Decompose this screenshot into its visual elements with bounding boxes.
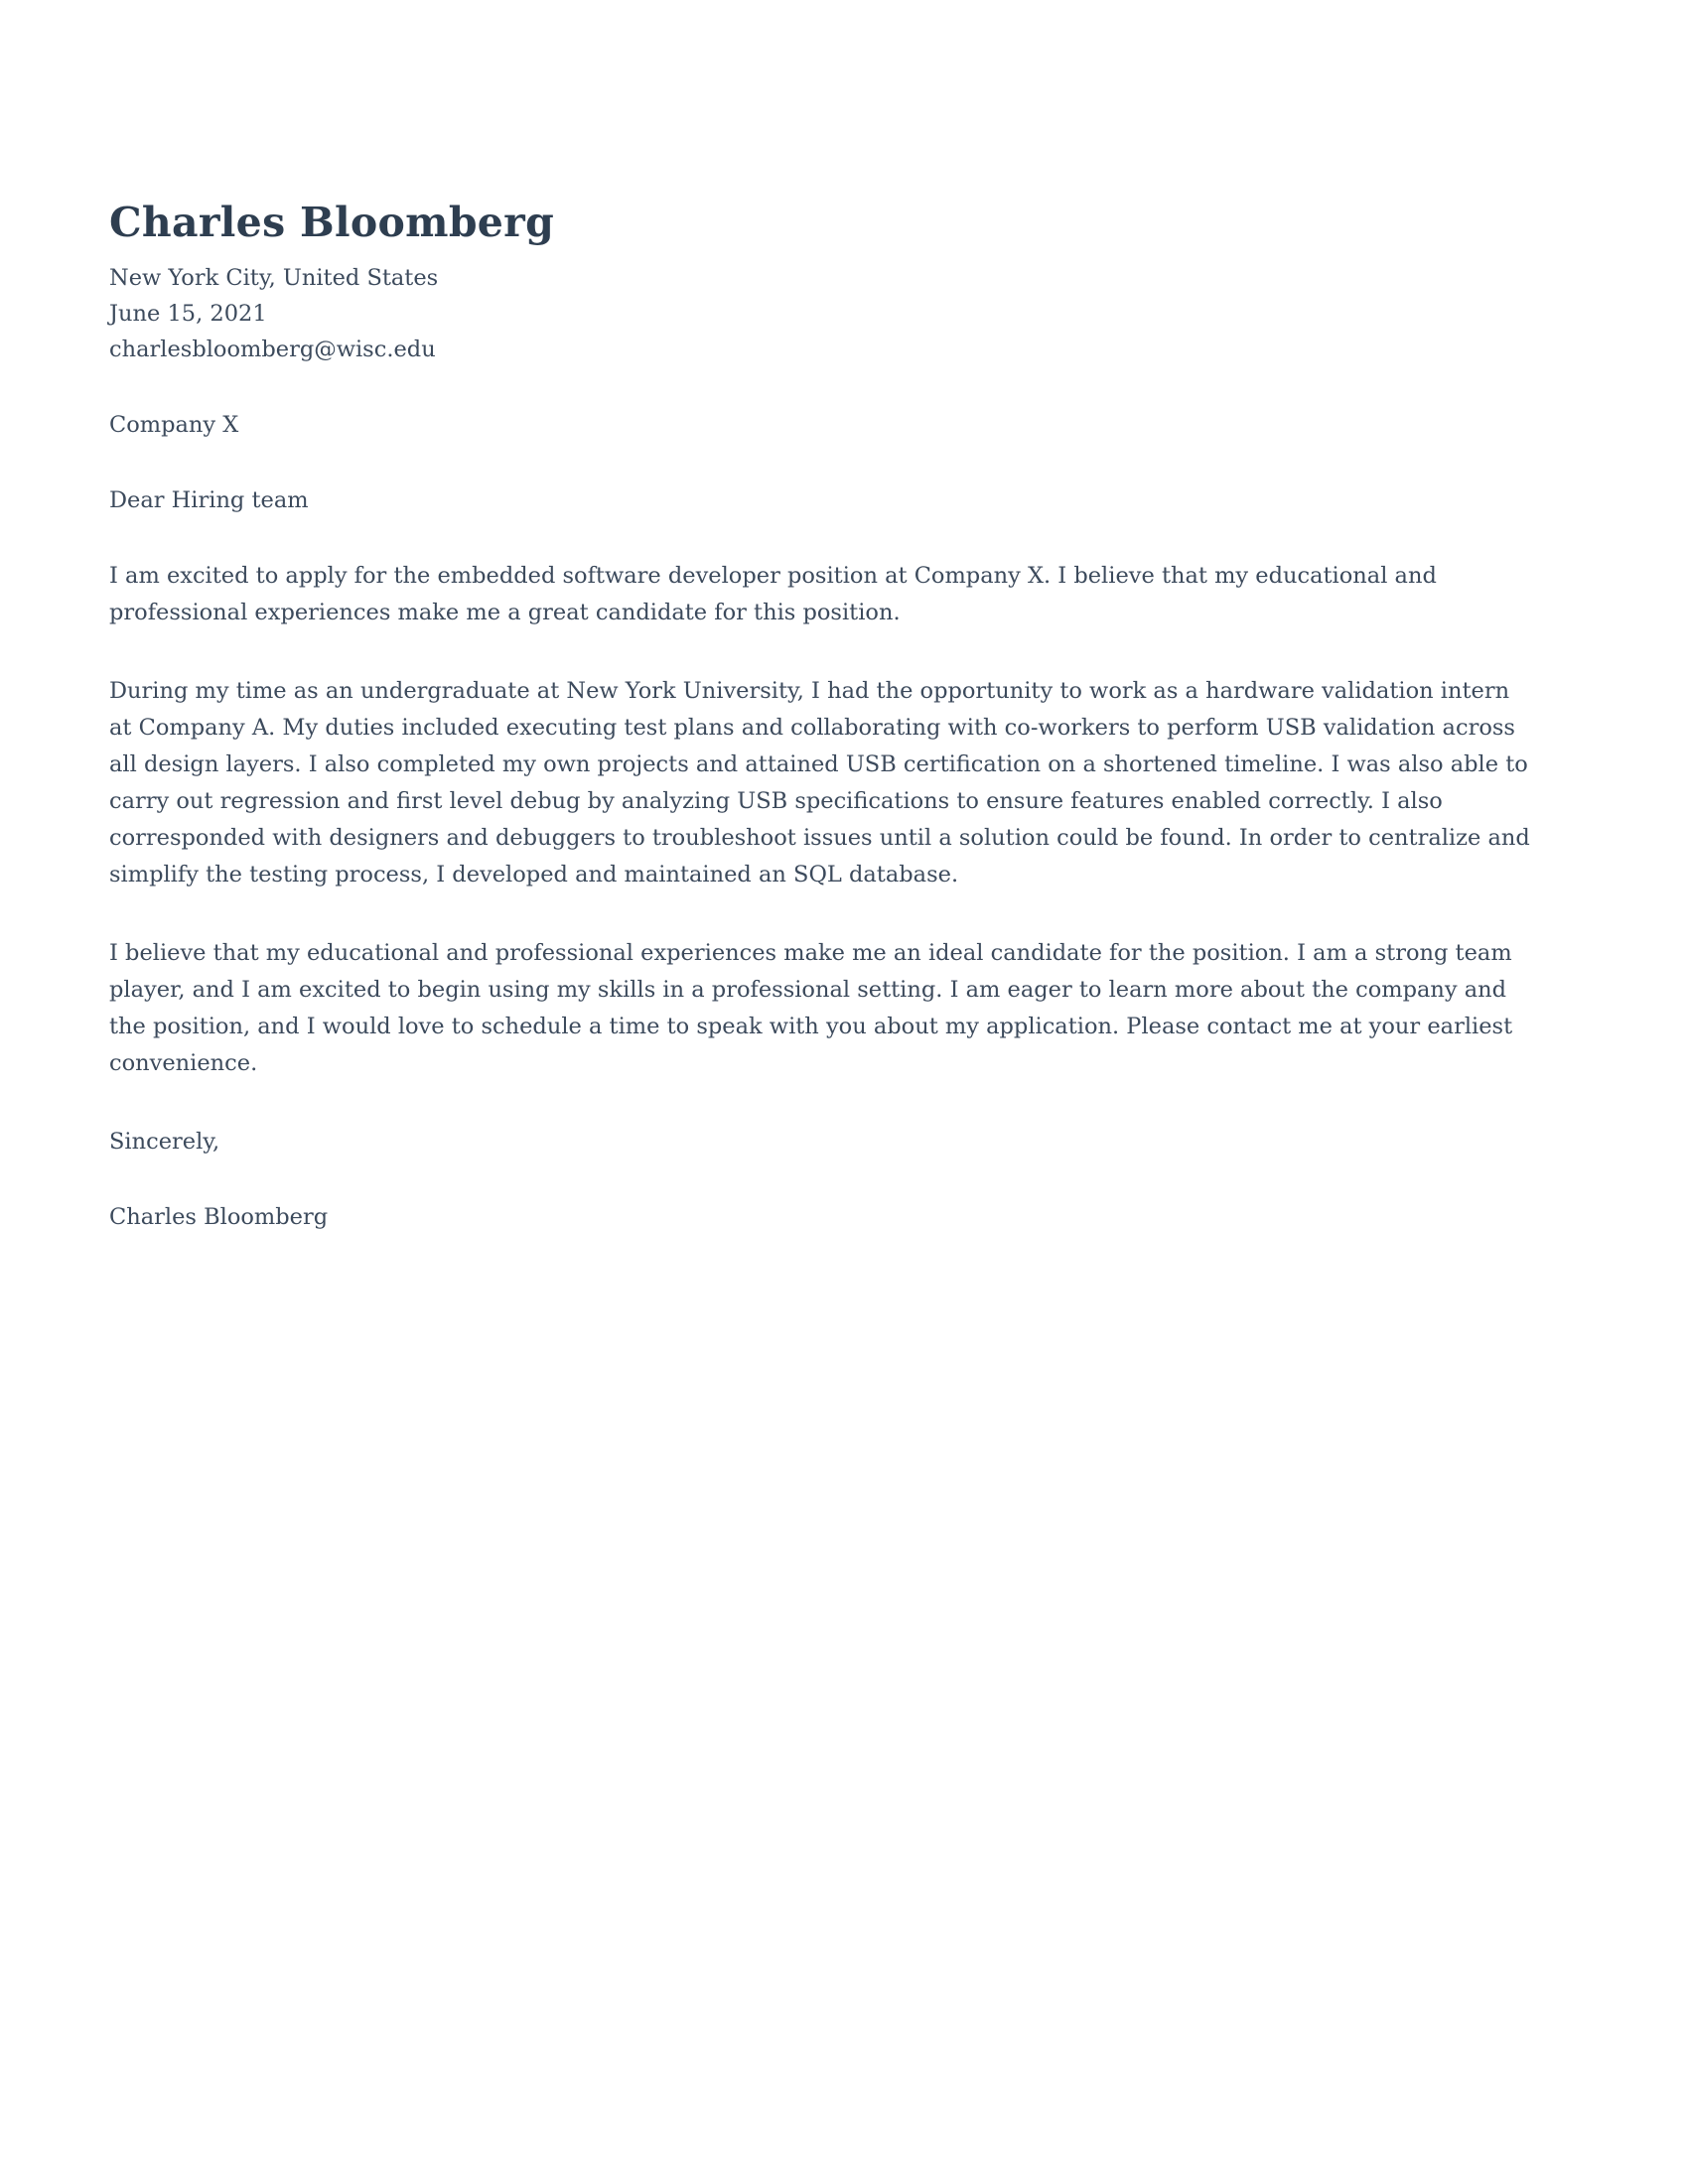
body-paragraph-3: I believe that my educational and professional experiences make me an ideal candidate for the position. I am a strong team player, and I am excited to begin using my skills in a professional setting. I am eager to learn more about the company and the position, and I would love to schedule a time to speak with you about my application. Please contact me at your earliest convenience.	[109, 940, 1513, 1077]
body-paragraph-1: I am excited to apply for the embedded software developer position at Company X. I believe that my educational and professional experiences make me a great candidate for this position.	[109, 563, 1437, 626]
spacer-after-salutation	[109, 518, 1531, 558]
spacer-after-recipient	[109, 443, 1531, 482]
contact-block	[109, 260, 1531, 367]
page-title: Charles Bloomberg	[109, 199, 555, 246]
spacer-before-signature	[109, 1160, 1531, 1199]
spacer-paragraph-3	[109, 1082, 1531, 1124]
signature-name: Charles Bloomberg	[109, 1204, 329, 1231]
body-paragraph-2: During my time as an undergraduate at New York University, I had the opportunity to work as a hardware validation intern at Company A. My duties included executing test plans and collaborating with co-workers to perform USB validation across all design layers. I also completed my own projects and attained USB certification on a shortened timeline. I was also able to carry out regression and first level debug by analyzing USB specifications to ensure features enabled correctly. I also corresponded with designers and debuggers to troubleshoot issues until a solution could be found. In order to centralize and simplify the testing process, I developed and maintained an SQL database.	[109, 678, 1530, 888]
contact-email: charlesbloomberg@wisc.edu	[109, 337, 436, 363]
closing-salutation: Sincerely,	[109, 1129, 220, 1156]
spacer-after-contact	[109, 367, 1531, 407]
recipient-company: Company X	[109, 412, 239, 439]
spacer-paragraph-2	[109, 893, 1531, 935]
contact-date: June 15, 2021	[109, 301, 267, 328]
cover-letter-body	[109, 199, 1531, 1235]
spacer-paragraph-1	[109, 631, 1531, 673]
salutation-line: Dear Hiring team	[109, 487, 309, 514]
contact-location: New York City, United States	[109, 265, 439, 292]
